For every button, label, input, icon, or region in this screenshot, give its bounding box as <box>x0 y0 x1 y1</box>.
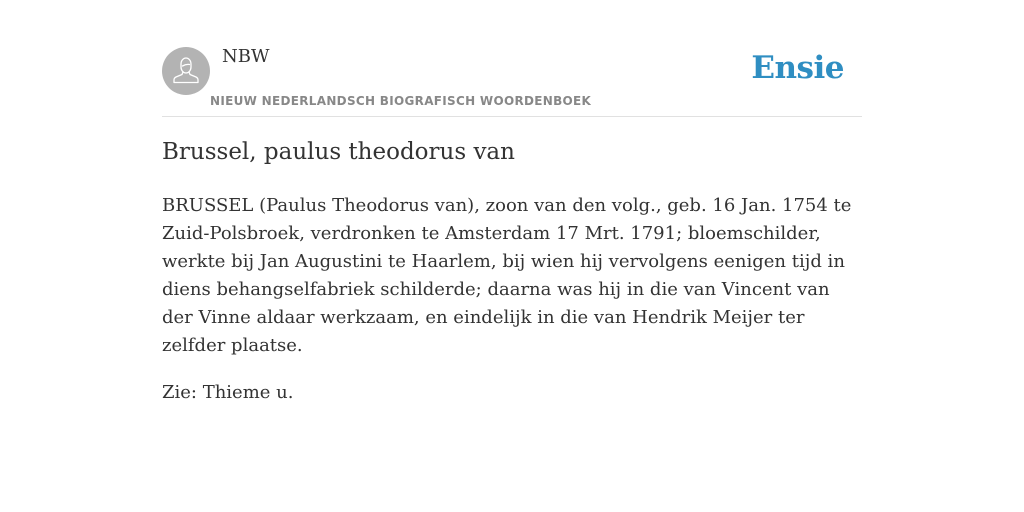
source-avatar[interactable] <box>162 47 210 95</box>
article-title: Brussel, paulus theodorus van <box>162 139 515 165</box>
article-body <box>162 192 862 407</box>
see-also-text: Zie: Thieme u. <box>162 382 294 403</box>
source-header <box>162 0 862 117</box>
source-name[interactable]: NBW <box>222 46 270 67</box>
ensie-logo[interactable]: Ensie <box>751 50 844 86</box>
article-text: BRUSSEL (Paulus Theodorus van), zoon van den volg., geb. 16 Jan. 1754 te Zuid-Polsbroek, verdronken te Amsterdam 17 Mrt. 1791; bloemschilder, werkte bij Jan Augustini te Haarlem, bij wien hij vervolgens eenigen tijd in diens behangselfabriek schilderde; daarna was hij in die van Vincent van der Vinne aldaar werkzaam, en eindelijk in die van Hendrik Meijer ter zelfder plaatse. <box>162 195 852 356</box>
source-full-name: NIEUW NEDERLANDSCH BIOGRAFISCH WOORDENBOEK <box>210 94 592 108</box>
user-icon <box>162 47 210 95</box>
